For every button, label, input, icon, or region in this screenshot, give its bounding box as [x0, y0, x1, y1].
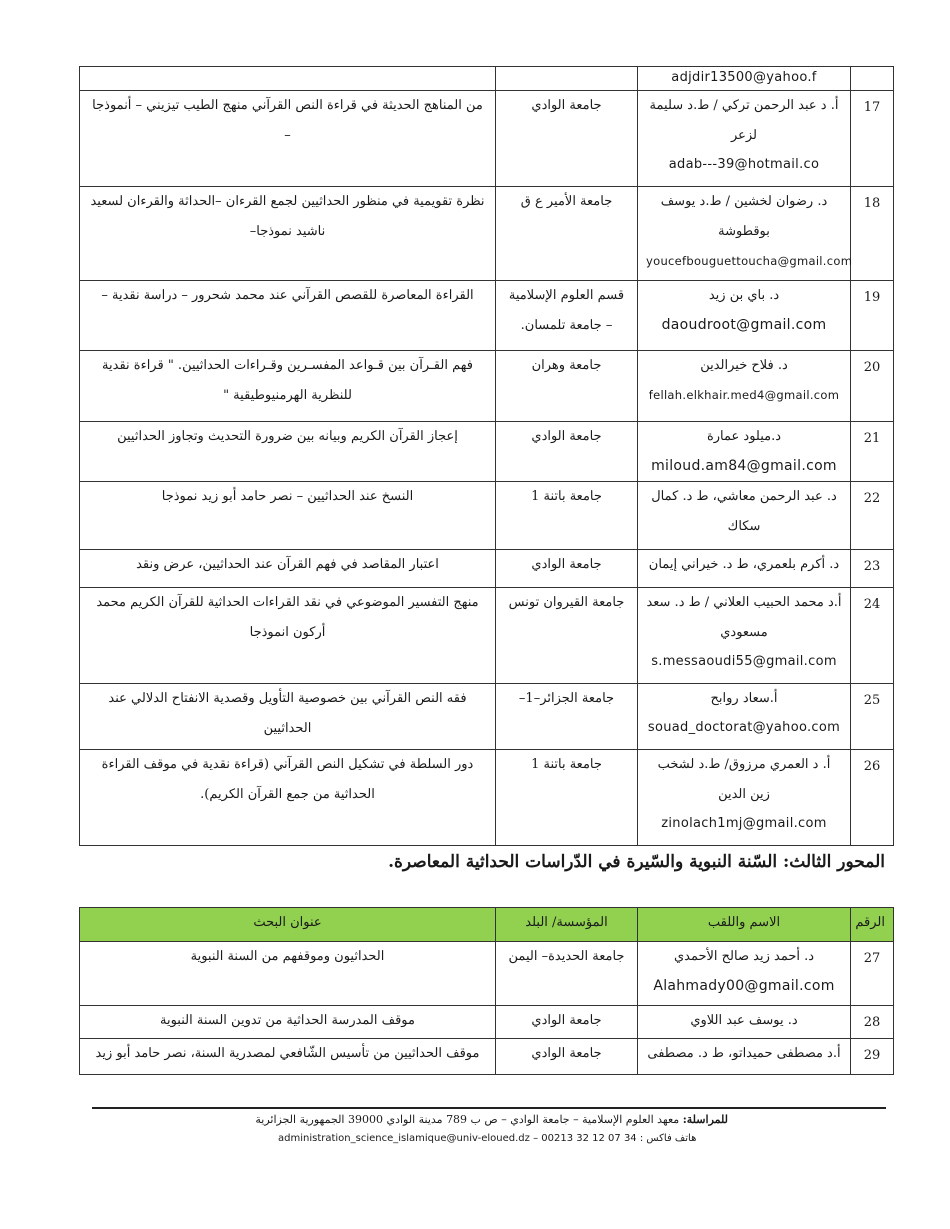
researcher-cell: [638, 351, 851, 422]
institution: جامعة الجزائر–1–: [496, 684, 638, 750]
section-heading: المحور الثالث: السّنة النبوية والسّيرة في الدّراسات الحداثية المعاصرة.: [388, 852, 885, 872]
column-header-title: عنوان البحث: [80, 908, 496, 942]
researcher-email: souad_doctorat@yahoo.com: [647, 720, 841, 735]
table-row: [80, 684, 894, 750]
institution: جامعة الوادي: [496, 550, 638, 588]
column-header-institution: المؤسسة/ البلد: [496, 908, 638, 942]
table-header-row: [80, 908, 894, 942]
institution: جامعة باتنة 1: [496, 482, 638, 550]
institution: [496, 67, 638, 91]
institution: جامعة الوادي: [496, 91, 638, 187]
table-row: [80, 422, 894, 482]
row-number: 24: [851, 588, 894, 684]
researcher-name: د. يوسف عبد اللاوي: [638, 1006, 851, 1039]
footer-address-line: [255, 1113, 728, 1126]
researcher-name: د. أحمد زيد صالح الأحمدي: [673, 949, 815, 964]
institution: جامعة باتنة 1: [496, 750, 638, 846]
researcher-name: د. عبد الرحمن معاشي، ط د. كمال سكاك: [638, 482, 851, 550]
researcher-cell: [638, 281, 851, 351]
researcher-cell: [638, 942, 851, 1006]
row-number: 21: [851, 422, 894, 482]
researcher-email: youcefbouguettoucha@gmail.com: [646, 254, 853, 268]
researchers-table-2: [79, 907, 894, 1075]
researcher-name: د. باي بن زيد: [708, 288, 780, 303]
table-row: [80, 550, 894, 588]
row-number: 28: [851, 1006, 894, 1039]
table-row: [80, 187, 894, 281]
column-header-name: الاسم واللقب: [638, 908, 851, 942]
researcher-name: د. أكرم بلعمري، ط د. خيراني إيمان: [638, 550, 851, 588]
row-number: 17: [851, 91, 894, 187]
table-row: [80, 1039, 894, 1075]
table-row: [80, 91, 894, 187]
researcher-cell: [638, 588, 851, 684]
researcher-cell: [638, 684, 851, 750]
footer-label: للمراسلة:: [682, 1113, 728, 1126]
researcher-name: د. رضوان لخشين / ط.د يوسف بوقطوشة: [660, 194, 828, 239]
institution: جامعة الحديدة– اليمن: [496, 942, 638, 1006]
researcher-name: أ. د العمري مرزوق/ ط.د لشخب زين الدين: [657, 757, 831, 802]
researcher-email: s.messaoudi55@gmail.com: [651, 654, 837, 669]
research-title: فقه النص القرآني بين خصوصية التأويل وقصدية الانفتاح الدلالي عند الحداثيين: [80, 684, 496, 750]
researcher-name: أ.سعاد روابح: [710, 691, 778, 706]
row-number: 27: [851, 942, 894, 1006]
table-row: [80, 750, 894, 846]
research-title: القراءة المعاصرة للقصص القرآني عند محمد شحرور – دراسة نقدية –: [80, 281, 496, 351]
research-title: النسخ عند الحداثيين – نصر حامد أبو زيد نموذجا: [80, 482, 496, 550]
researcher-cell: [638, 91, 851, 187]
researcher-email: daoudroot@gmail.com: [661, 317, 827, 333]
research-title: الحداثيون وموقفهم من السنة النبوية: [80, 942, 496, 1006]
researcher-email: adjdir13500@yahoo.f: [671, 70, 817, 85]
research-title: من المناهج الحديثة في قراءة النص القرآني منهج الطيب تيزيني – أنموذجا –: [80, 91, 496, 187]
table-row: [80, 351, 894, 422]
research-title: موقف الحداثيين من تأسيس الشّافعي لمصدرية السنة، نصر حامد أبو زيد: [80, 1039, 496, 1075]
researcher-email: adab---39@hotmail.co: [668, 157, 820, 172]
row-number: 22: [851, 482, 894, 550]
research-title: موقف المدرسة الحداثية من تدوين السنة النبوية: [80, 1006, 496, 1039]
research-title: اعتبار المقاصد في فهم القرآن عند الحداثيين، عرض ونقد: [80, 550, 496, 588]
table-row: [80, 281, 894, 351]
row-number: 26: [851, 750, 894, 846]
institution: جامعة الأمير ع ق: [496, 187, 638, 281]
researcher-name: أ.د مصطفى حميداتو، ط د. مصطفى: [638, 1039, 851, 1075]
row-number: 18: [851, 187, 894, 281]
researcher-cell: [638, 750, 851, 846]
research-title: فهم القـرآن بين قـواعد المفسـرين وقـراءات الحداثيين. " قراءة نقدية للنظرية الهرمنيوطيقية ": [80, 351, 496, 422]
researcher-email: zinolach1mj@gmail.com: [661, 816, 827, 831]
researchers-table-1: [79, 66, 894, 846]
table-row: [80, 588, 894, 684]
researcher-email: Alahmady00@gmail.com: [653, 978, 835, 994]
footer-divider: [92, 1107, 886, 1109]
research-title: دور السلطة في تشكيل النص القرآني (قراءة نقدية في موقف القراءة الحداثية من جمع القرآن الكريم).: [80, 750, 496, 846]
table-row: [80, 482, 894, 550]
row-number: 25: [851, 684, 894, 750]
researcher-cell: [638, 422, 851, 482]
column-header-number: الرقم: [851, 908, 894, 942]
table-row: [80, 1006, 894, 1039]
researcher-email: fellah.elkhair.med4@gmail.com: [648, 388, 840, 402]
researcher-name: أ.د محمد الحبيب العلاني / ط د. سعد مسعودي: [646, 595, 842, 640]
research-title: منهج التفسير الموضوعي في نقد القراءات الحداثية للقرآن الكريم محمد أركون انموذجا: [80, 588, 496, 684]
row-number: [851, 67, 894, 91]
researcher-name: د. فلاح خيرالدين: [700, 358, 788, 373]
row-number: 19: [851, 281, 894, 351]
table-row: [80, 67, 894, 91]
table-row: [80, 942, 894, 1006]
researcher-email: miloud.am84@gmail.com: [651, 458, 837, 474]
researcher-name: أ. د عبد الرحمن تركي / ط.د سليمة لزعر: [649, 98, 839, 143]
researcher-cell: [638, 187, 851, 281]
footer-address: معهد العلوم الإسلامية – جامعة الوادي – ص ب 789 مدينة الوادي 39000 الجمهورية الجزائرية: [255, 1113, 680, 1126]
research-title: [80, 67, 496, 91]
institution: جامعة الوادي: [496, 422, 638, 482]
row-number: 29: [851, 1039, 894, 1075]
researcher-name: د.ميلود عمارة: [706, 429, 782, 444]
institution: قسم العلوم الإسلامية – جامعة تلمسان.: [496, 281, 638, 351]
research-title: نظرة تقويمية في منظور الحداثيين لجمع القرءان –الحداثة والقرءان لسعيد ناشيد نموذجا–: [80, 187, 496, 281]
row-number: 23: [851, 550, 894, 588]
institution: جامعة الوادي: [496, 1039, 638, 1075]
institution: جامعة وهران: [496, 351, 638, 422]
institution: جامعة القيروان تونس: [496, 588, 638, 684]
footer-contact: administration_science_islamique@univ-eloued.dz – 00213 32 12 07 34 : هاتف فاكس: [278, 1133, 697, 1144]
researcher-cell: [638, 67, 851, 91]
research-title: إعجاز القرآن الكريم وبيانه بين ضرورة التحديث وتجاوز الحداثيين: [80, 422, 496, 482]
institution: جامعة الوادي: [496, 1006, 638, 1039]
row-number: 20: [851, 351, 894, 422]
